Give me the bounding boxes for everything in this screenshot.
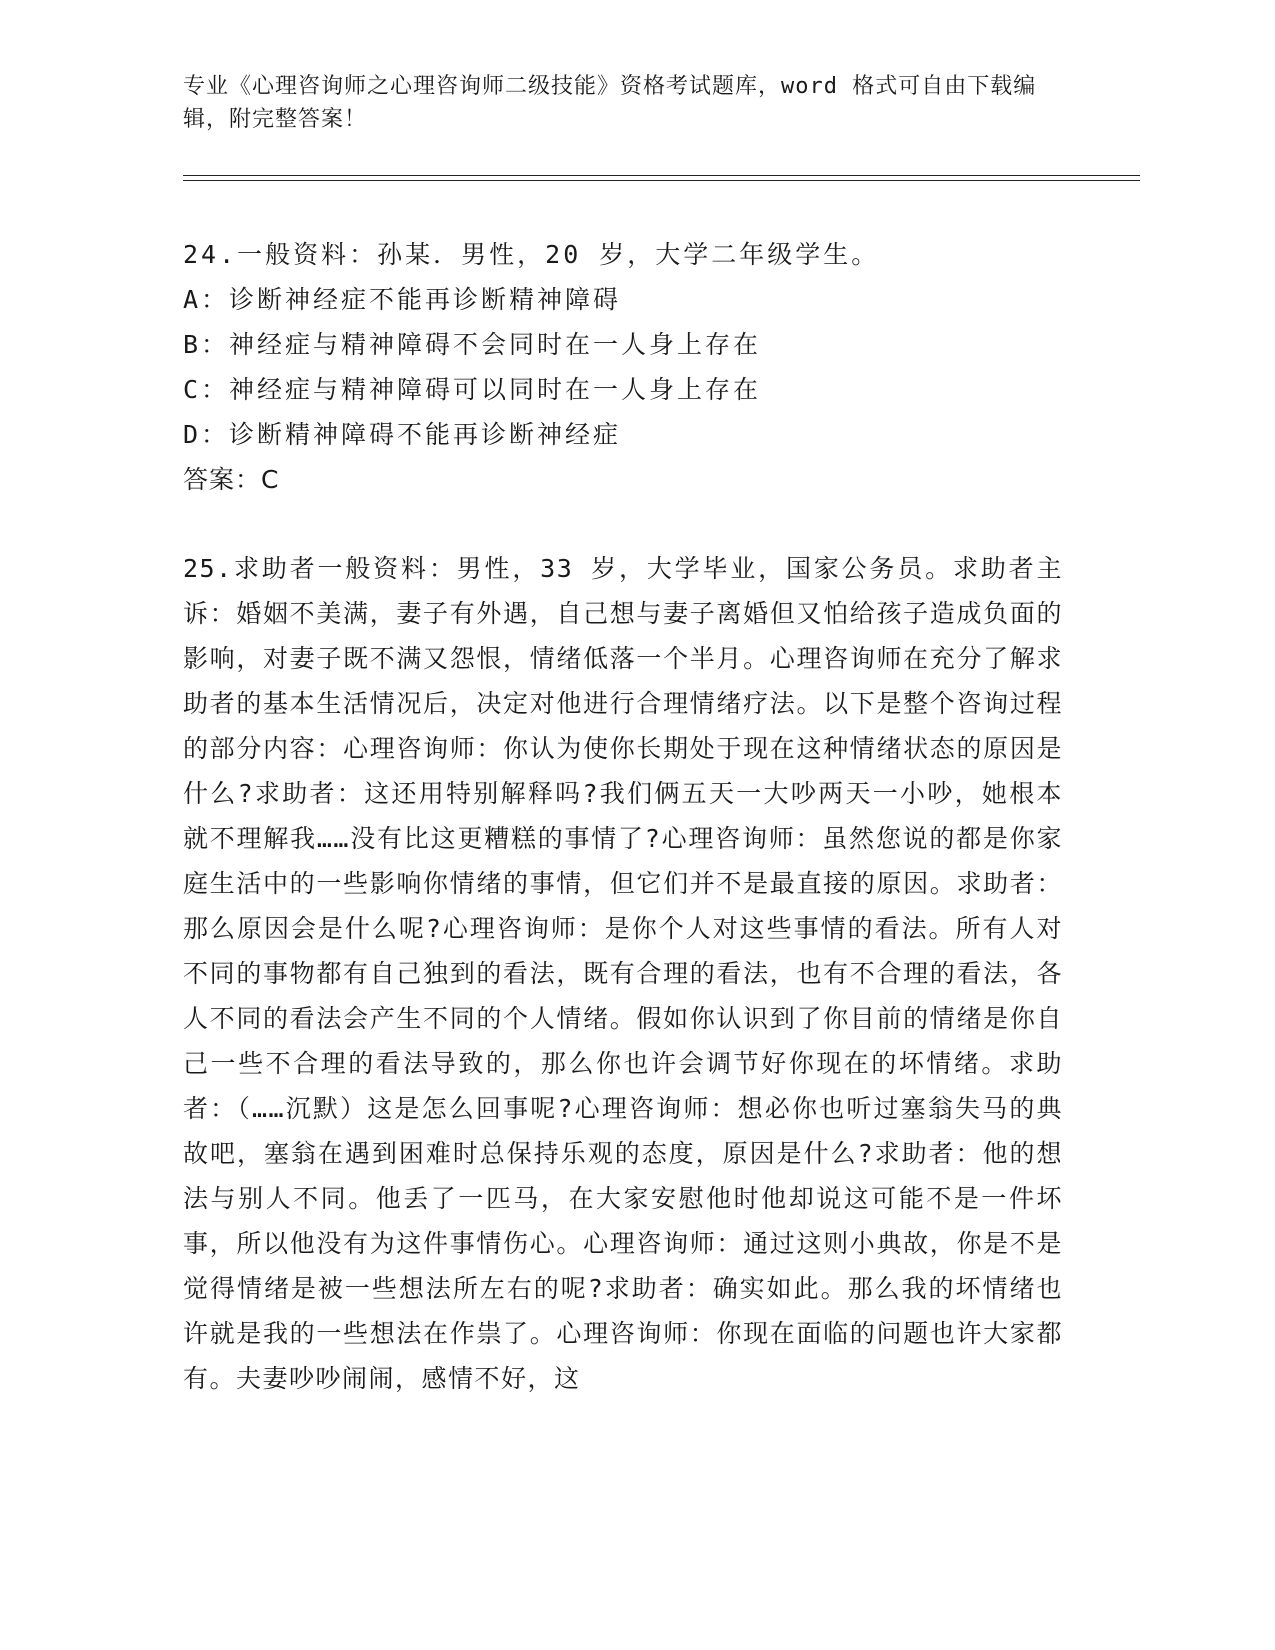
option-b: B：神经症与精神障碍不会同时在一人身上存在 <box>183 330 762 359</box>
header-rule-top <box>183 175 1140 176</box>
option-d: D：诊断精神障碍不能再诊断神经症 <box>183 420 622 449</box>
document-header: 专业《心理咨询师之心理咨询师二级技能》资格考试题库，word 格式可自由下载编辑，附完整答案！ <box>183 74 1037 132</box>
answer-label: 答案：C <box>183 465 280 494</box>
option-c: C：神经症与精神障碍可以同时在一人身上存在 <box>183 375 762 404</box>
question-25: 25.求助者一般资料：男性，33 岁，大学毕业，国家公务员。求助者主诉：婚姻不美满，妻子有外遇，自己想与妻子离婚但又怕给孩子造成负面的影响，对妻子既不满又怨恨，情绪低落一个半月。心理咨询师在充分了解求助者的基本生活情况后，决定对他进行合理情绪疗法。以下是整个咨询过程的部分内容：心理咨询师：你认为使你长期处于现在这种情绪状态的原因是什么?求助者：这还用特别解释吗?我们俩五天一大吵两天一小吵，她根本就不理解我……没有比这更糟糕的事情了?心理咨询师：虽然您说的都是你家庭生活中的一些影响你情绪的事情，但它们并不是最直接的原因。求助者：那么原因会是什么呢?心理咨询师：是你个人对这些事情的看法。所有人对不同的事物都有自己独到的看法，既有合理的看法，也有不合理的看法，各人不同的看法会产生不同的个人情绪。假如你认识到了你目前的情绪是你自己一些不合理的看法导致的，那么你也许会调节好你现在的坏情绪。求助者：（……沉默）这是怎么回事呢?心理咨询师：想必你也听过塞翁失马的典故吧，塞翁在遇到困难时总保持乐观的态度，原因是什么?求助者：他的想法与别人不同。他丢了一匹马，在大家安慰他时他却说这可能不是一件坏事，所以他没有为这件事情伤心。心理咨询师：通过这则小典故，你是不是觉得情绪是被一些想法所左右的呢?求助者：确实如此。那么我的坏情绪也许就是我的一些想法在作祟了。心理咨询师：你现在面临的问题也许大家都有。夫妻吵吵闹闹，感情不好，这 <box>183 554 1063 1393</box>
question-24 <box>183 232 1083 502</box>
header-rule-bottom <box>183 180 1140 181</box>
question-stem: 24.一般资料：孙某．男性，20 岁，大学二年级学生。 <box>183 240 880 269</box>
option-a: A：诊断神经症不能再诊断精神障碍 <box>183 285 622 314</box>
